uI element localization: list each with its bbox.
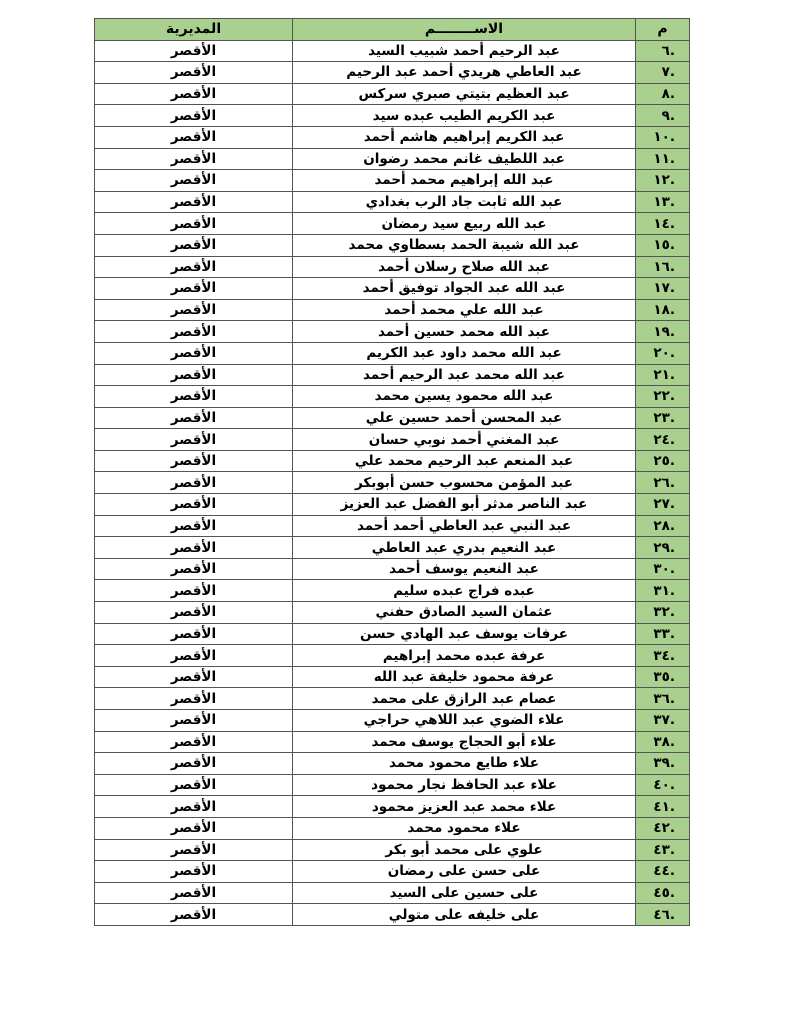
row-name: على خليفه على متولي (293, 904, 636, 926)
row-directorate: الأقصر (95, 213, 293, 235)
header-directorate: المديرية (95, 19, 293, 41)
row-directorate: الأقصر (95, 494, 293, 516)
row-name: عبد المنعم عبد الرحيم محمد علي (293, 450, 636, 472)
row-number: .١٨ (636, 299, 690, 321)
row-directorate: الأقصر (95, 515, 293, 537)
row-number: .٩ (636, 105, 690, 127)
row-name: علاء أبو الحجاج يوسف محمد (293, 731, 636, 753)
table-row (95, 342, 690, 364)
row-directorate: الأقصر (95, 666, 293, 688)
row-number: .١٧ (636, 278, 690, 300)
row-number: .٢٨ (636, 515, 690, 537)
table-row (95, 450, 690, 472)
row-name: عبد اللطيف غانم محمد رضوان (293, 148, 636, 170)
header-row (95, 19, 690, 41)
row-number: .٢٩ (636, 537, 690, 559)
row-number: .٢١ (636, 364, 690, 386)
row-name: علاء محمد عبد العزيز محمود (293, 796, 636, 818)
row-directorate: الأقصر (95, 731, 293, 753)
row-directorate: الأقصر (95, 191, 293, 213)
row-directorate: الأقصر (95, 861, 293, 883)
row-number: .٣٥ (636, 666, 690, 688)
row-directorate: الأقصر (95, 386, 293, 408)
table-row (95, 882, 690, 904)
row-number: .٨ (636, 83, 690, 105)
row-directorate: الأقصر (95, 882, 293, 904)
row-directorate: الأقصر (95, 256, 293, 278)
row-number: .٢٦ (636, 472, 690, 494)
row-name: عرفات يوسف عبد الهادي حسن (293, 623, 636, 645)
row-name: عبد الله عبد الجواد توفيق أحمد (293, 278, 636, 300)
row-directorate: الأقصر (95, 904, 293, 926)
row-number: .١٠ (636, 126, 690, 148)
row-name: عثمان السيد الصادق حفني (293, 602, 636, 624)
row-directorate: الأقصر (95, 537, 293, 559)
row-directorate: الأقصر (95, 148, 293, 170)
row-name: عبد الكريم الطيب عبده سيد (293, 105, 636, 127)
table-row (95, 407, 690, 429)
table-row (95, 364, 690, 386)
row-name: عبد الله محمود يسين محمد (293, 386, 636, 408)
row-directorate: الأقصر (95, 558, 293, 580)
names-table (94, 18, 690, 926)
table-row (95, 472, 690, 494)
table-row (95, 666, 690, 688)
table-row (95, 623, 690, 645)
row-number: .٦ (636, 40, 690, 62)
row-number: .١٢ (636, 170, 690, 192)
row-name: عبد الكريم إبراهيم هاشم أحمد (293, 126, 636, 148)
row-name: عبد الرحيم أحمد شبيب السيد (293, 40, 636, 62)
row-number: .٤٤ (636, 861, 690, 883)
row-name: عبد النعيم يوسف أحمد (293, 558, 636, 580)
row-directorate: الأقصر (95, 364, 293, 386)
row-number: .١١ (636, 148, 690, 170)
row-number: .٢٥ (636, 450, 690, 472)
row-name: عبد الله محمد داود عبد الكريم (293, 342, 636, 364)
table-row (95, 386, 690, 408)
row-name: عبد الناصر مدثر أبو الفضل عبد العزيز (293, 494, 636, 516)
table-row (95, 299, 690, 321)
row-name: على حسن على رمضان (293, 861, 636, 883)
row-name: عصام عبد الرازق على محمد (293, 688, 636, 710)
table-row (95, 83, 690, 105)
table-row (95, 105, 690, 127)
table-row (95, 62, 690, 84)
table-row (95, 126, 690, 148)
row-number: .١٥ (636, 234, 690, 256)
row-name: عبده فراج عبده سليم (293, 580, 636, 602)
row-directorate: الأقصر (95, 342, 293, 364)
table-row (95, 602, 690, 624)
row-name: عبد العظيم بتيتي صبري سركس (293, 83, 636, 105)
row-number: .١٤ (636, 213, 690, 235)
table-row (95, 234, 690, 256)
row-number: .١٩ (636, 321, 690, 343)
row-number: .٣٠ (636, 558, 690, 580)
row-name: علاء عبد الحافظ نجار محمود (293, 774, 636, 796)
table-row (95, 558, 690, 580)
row-number: .٤١ (636, 796, 690, 818)
row-directorate: الأقصر (95, 817, 293, 839)
row-directorate: الأقصر (95, 278, 293, 300)
table-row (95, 278, 690, 300)
table-row (95, 170, 690, 192)
table-row (95, 580, 690, 602)
table-row (95, 796, 690, 818)
row-number: .١٣ (636, 191, 690, 213)
row-directorate: الأقصر (95, 450, 293, 472)
row-directorate: الأقصر (95, 623, 293, 645)
row-directorate: الأقصر (95, 126, 293, 148)
row-name: عبد العاطي هريدي أحمد عبد الرحيم (293, 62, 636, 84)
table-row (95, 321, 690, 343)
table-row (95, 861, 690, 883)
row-name: عبد الله صلاح رسلان أحمد (293, 256, 636, 278)
table-row (95, 40, 690, 62)
header-name: الاســــــــم (293, 19, 636, 41)
row-number: .٤٠ (636, 774, 690, 796)
row-name: علوي على محمد أبو بكر (293, 839, 636, 861)
row-directorate: الأقصر (95, 40, 293, 62)
row-directorate: الأقصر (95, 688, 293, 710)
row-name: عبد المغني أحمد نوبي حسان (293, 429, 636, 451)
row-number: .٣٨ (636, 731, 690, 753)
row-directorate: الأقصر (95, 62, 293, 84)
row-name: عبد النعيم بدري عبد العاطي (293, 537, 636, 559)
table-row (95, 256, 690, 278)
row-directorate: الأقصر (95, 774, 293, 796)
row-name: عبد الله ثابت جاد الرب بغدادي (293, 191, 636, 213)
table-row (95, 213, 690, 235)
row-name: علاء طايع محمود محمد (293, 753, 636, 775)
row-number: .٣٧ (636, 710, 690, 732)
table-body (95, 40, 690, 925)
row-name: عبد الله ربيع سيد رمضان (293, 213, 636, 235)
row-directorate: الأقصر (95, 839, 293, 861)
table-row (95, 774, 690, 796)
row-directorate: الأقصر (95, 170, 293, 192)
table-row (95, 753, 690, 775)
row-name: عبد المؤمن محسوب حسن أبوبكر (293, 472, 636, 494)
row-directorate: الأقصر (95, 407, 293, 429)
row-name: على حسين على السيد (293, 882, 636, 904)
row-directorate: الأقصر (95, 321, 293, 343)
row-name: عرفة عبده محمد إبراهيم (293, 645, 636, 667)
table-row (95, 191, 690, 213)
row-number: .٤٦ (636, 904, 690, 926)
row-directorate: الأقصر (95, 299, 293, 321)
row-name: عبد الله شيبة الحمد بسطاوي محمد (293, 234, 636, 256)
table-row (95, 839, 690, 861)
row-number: .٢٢ (636, 386, 690, 408)
row-number: .٣١ (636, 580, 690, 602)
row-number: .٤٥ (636, 882, 690, 904)
row-number: .٣٣ (636, 623, 690, 645)
table-row (95, 515, 690, 537)
table-row (95, 494, 690, 516)
table-row (95, 688, 690, 710)
row-number: .٢٣ (636, 407, 690, 429)
row-number: .٤٢ (636, 817, 690, 839)
row-directorate: الأقصر (95, 602, 293, 624)
row-directorate: الأقصر (95, 429, 293, 451)
row-number: .٣٩ (636, 753, 690, 775)
table-row (95, 645, 690, 667)
row-directorate: الأقصر (95, 796, 293, 818)
table-row (95, 817, 690, 839)
header-number: م (636, 19, 690, 41)
table-row (95, 537, 690, 559)
row-name: علاء محمود محمد (293, 817, 636, 839)
row-number: .١٦ (636, 256, 690, 278)
row-directorate: الأقصر (95, 234, 293, 256)
row-number: .٧ (636, 62, 690, 84)
row-number: .٢٧ (636, 494, 690, 516)
row-number: .٣٢ (636, 602, 690, 624)
row-directorate: الأقصر (95, 105, 293, 127)
row-name: عبد الله محمد حسين أحمد (293, 321, 636, 343)
row-name: عبد النبي عبد العاطي أحمد أحمد (293, 515, 636, 537)
table-row (95, 148, 690, 170)
row-directorate: الأقصر (95, 472, 293, 494)
table-row (95, 904, 690, 926)
row-name: عبد الله محمد عبد الرحيم أحمد (293, 364, 636, 386)
row-name: علاء الضوي عبد اللاهي حراجي (293, 710, 636, 732)
table-row (95, 710, 690, 732)
row-directorate: الأقصر (95, 580, 293, 602)
row-directorate: الأقصر (95, 710, 293, 732)
row-number: .٣٤ (636, 645, 690, 667)
row-name: عبد الله علي محمد أحمد (293, 299, 636, 321)
table-row (95, 429, 690, 451)
row-number: .٤٣ (636, 839, 690, 861)
row-name: عبد الله إبراهيم محمد أحمد (293, 170, 636, 192)
row-number: .٢٠ (636, 342, 690, 364)
row-directorate: الأقصر (95, 83, 293, 105)
row-number: .٢٤ (636, 429, 690, 451)
row-name: عرفة محمود خليفة عبد الله (293, 666, 636, 688)
row-name: عبد المحسن أحمد حسين علي (293, 407, 636, 429)
table-row (95, 731, 690, 753)
row-number: .٣٦ (636, 688, 690, 710)
row-directorate: الأقصر (95, 645, 293, 667)
row-directorate: الأقصر (95, 753, 293, 775)
